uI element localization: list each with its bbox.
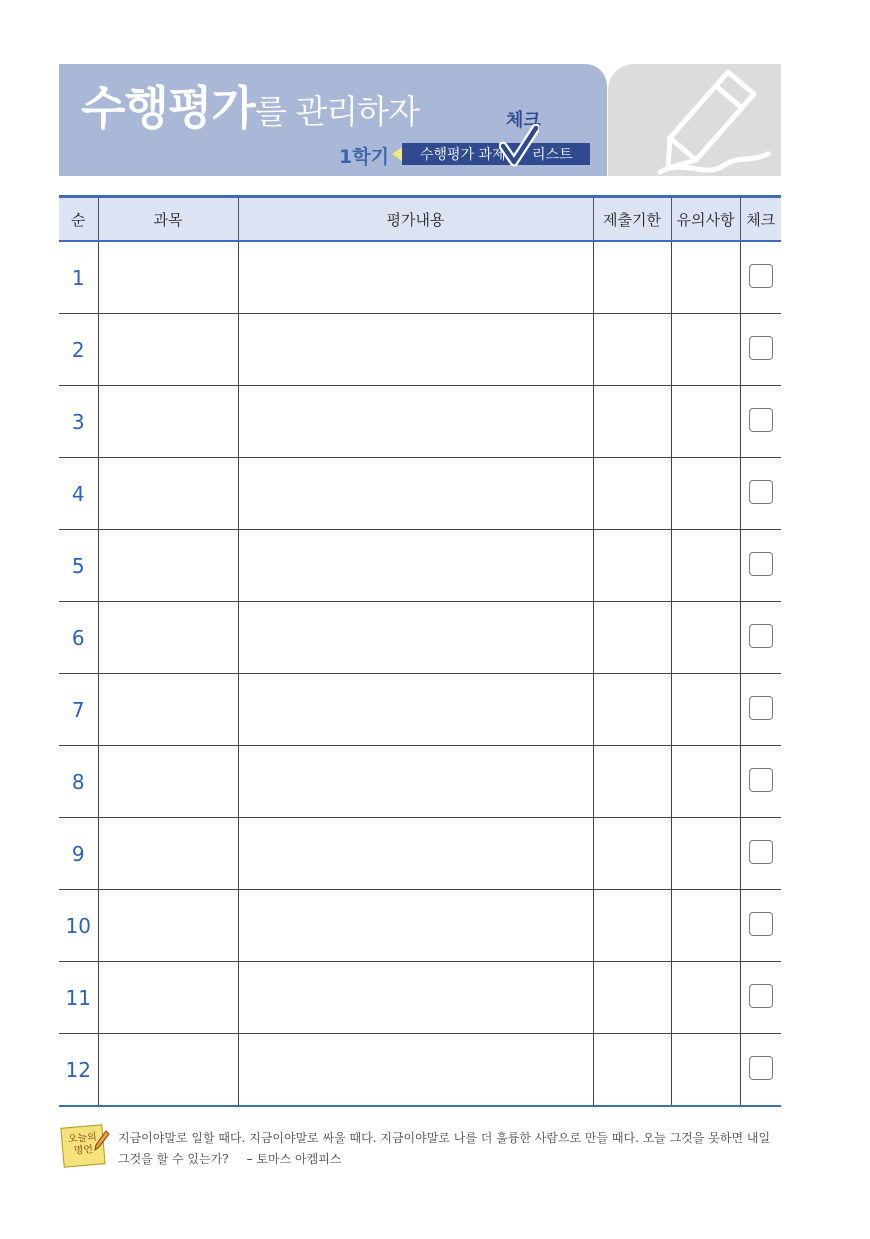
row-number: 7 (59, 674, 98, 746)
checkbox[interactable] (749, 336, 773, 360)
subject-cell[interactable] (98, 1034, 238, 1107)
content-cell[interactable] (238, 890, 593, 962)
table-row (59, 1034, 781, 1107)
deadline-cell[interactable] (593, 962, 671, 1034)
quote-line-2-text: 그것을 할 수 있는가? (118, 1152, 229, 1166)
row-number: 8 (59, 746, 98, 818)
notes-cell[interactable] (671, 386, 740, 458)
table-row (59, 386, 781, 458)
deadline-cell[interactable] (593, 890, 671, 962)
tag-right-text: 리스트 (532, 147, 573, 163)
content-cell[interactable] (238, 746, 593, 818)
table-row (59, 241, 781, 314)
checkbox[interactable] (749, 696, 773, 720)
check-cell (740, 674, 781, 746)
check-word: 체크 (506, 110, 541, 131)
deadline-cell[interactable] (593, 602, 671, 674)
row-number: 10 (59, 890, 98, 962)
content-cell[interactable] (238, 458, 593, 530)
quote-author: – 토마스 아켐피스 (246, 1152, 342, 1166)
notes-cell[interactable] (671, 890, 740, 962)
deadline-cell[interactable] (593, 386, 671, 458)
row-number: 4 (59, 458, 98, 530)
checkbox[interactable] (749, 768, 773, 792)
check-cell (740, 314, 781, 386)
checkbox[interactable] (749, 1056, 773, 1080)
deadline-cell[interactable] (593, 314, 671, 386)
subject-cell[interactable] (98, 314, 238, 386)
pencil-icon (608, 64, 781, 176)
subject-cell[interactable] (98, 602, 238, 674)
row-number: 11 (59, 962, 98, 1034)
col-header-deadline: 제출기한 (593, 197, 671, 242)
row-number: 6 (59, 602, 98, 674)
row-number: 1 (71, 265, 85, 290)
check-cell (740, 746, 781, 818)
semester-word: 학기 (352, 146, 389, 168)
subject-cell[interactable] (98, 386, 238, 458)
content-cell[interactable] (238, 962, 593, 1034)
check-cell (740, 530, 781, 602)
notes-cell[interactable] (671, 314, 740, 386)
subject-cell[interactable] (98, 746, 238, 818)
title-banner (59, 64, 607, 176)
table-row (59, 602, 781, 674)
deadline-cell[interactable] (593, 1034, 671, 1107)
col-header-check: 체크 (740, 197, 781, 242)
table-row (59, 674, 781, 746)
quote-line-1: 지금이야말로 일할 때다. 지금이야말로 싸울 때다. 지금이야말로 나를 더 훌륭한 사람으로 만들 때다. 오늘 그것을 못하면 내일 (118, 1131, 771, 1145)
table-row (59, 746, 781, 818)
table-row (59, 458, 781, 530)
notes-cell[interactable] (671, 1034, 740, 1107)
check-cell (740, 890, 781, 962)
col-header-notes: 유의사항 (671, 197, 740, 242)
small-pencil-icon (94, 1130, 110, 1152)
row-number: 12 (59, 1034, 98, 1107)
subject-cell[interactable] (98, 674, 238, 746)
col-header-order: 순 (59, 197, 98, 242)
checklist-tag (402, 143, 590, 165)
checkbox[interactable] (749, 984, 773, 1008)
check-cell (740, 818, 781, 890)
table-row (59, 818, 781, 890)
subject-cell[interactable] (98, 530, 238, 602)
content-cell[interactable] (238, 241, 593, 314)
check-cell (740, 962, 781, 1034)
deadline-cell[interactable] (593, 458, 671, 530)
row-number: 5 (59, 530, 98, 602)
table-row (59, 962, 781, 1034)
table-row (59, 530, 781, 602)
content-cell[interactable] (238, 674, 593, 746)
quote-text (118, 1128, 786, 1170)
notes-cell[interactable] (671, 818, 740, 890)
checkbox[interactable] (749, 408, 773, 432)
tag-left-text: 수행평가 과제 (420, 147, 506, 163)
content-cell[interactable] (238, 314, 593, 386)
col-header-content: 평가내용 (238, 197, 593, 242)
subject-cell[interactable] (98, 241, 238, 314)
checkbox[interactable] (749, 480, 773, 504)
subject-cell[interactable] (98, 962, 238, 1034)
content-cell[interactable] (238, 818, 593, 890)
notes-cell[interactable] (671, 674, 740, 746)
semester-number: 1 (339, 146, 353, 168)
checkbox[interactable] (749, 912, 773, 936)
subject-cell[interactable] (98, 890, 238, 962)
deadline-cell[interactable] (593, 674, 671, 746)
quote-badge-text: 오늘의 명언 (67, 1131, 98, 1157)
table-row (59, 314, 781, 386)
deadline-cell[interactable] (593, 746, 671, 818)
content-cell[interactable] (238, 386, 593, 458)
table-header-row (59, 197, 781, 242)
page-subtitle: 를 관리하자 (255, 92, 419, 131)
table-row (59, 890, 781, 962)
notes-cell[interactable] (671, 746, 740, 818)
assessment-table (59, 195, 781, 1107)
notes-cell[interactable] (671, 530, 740, 602)
check-cell (740, 458, 781, 530)
pencil-panel (608, 64, 781, 176)
checkbox[interactable] (749, 264, 773, 288)
check-cell (740, 241, 781, 314)
deadline-cell[interactable] (593, 530, 671, 602)
content-cell[interactable] (238, 602, 593, 674)
subject-cell[interactable] (98, 818, 238, 890)
check-cell (740, 1034, 781, 1107)
deadline-cell[interactable] (593, 818, 671, 890)
col-header-subject: 과목 (98, 197, 238, 242)
row-number: 2 (59, 314, 98, 386)
semester-label (339, 142, 389, 169)
notes-cell[interactable] (671, 602, 740, 674)
checkmark-icon (499, 124, 539, 168)
deadline-cell[interactable] (593, 241, 671, 314)
checkbox[interactable] (749, 624, 773, 648)
notes-cell[interactable] (671, 962, 740, 1034)
page-title: 수행평가 (81, 81, 255, 135)
quote-line-2 (118, 1149, 786, 1170)
notes-cell[interactable] (671, 458, 740, 530)
checkbox[interactable] (749, 840, 773, 864)
row-number: 3 (59, 386, 98, 458)
content-cell[interactable] (238, 530, 593, 602)
notes-cell[interactable] (671, 241, 740, 314)
content-cell[interactable] (238, 1034, 593, 1107)
checkbox[interactable] (749, 552, 773, 576)
check-cell (740, 386, 781, 458)
subject-cell[interactable] (98, 458, 238, 530)
row-number: 9 (59, 818, 98, 890)
check-cell (740, 602, 781, 674)
